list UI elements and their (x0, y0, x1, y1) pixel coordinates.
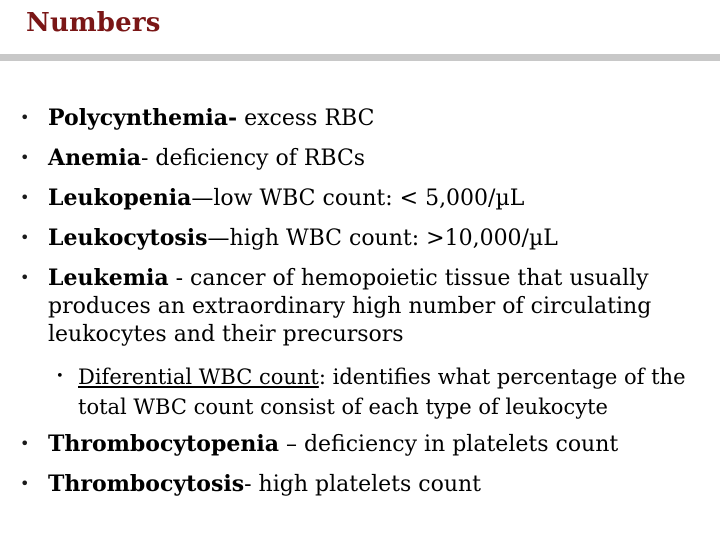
bullet-text (48, 224, 708, 253)
bullet-icon: • (20, 108, 30, 127)
slide-title: Numbers (26, 8, 161, 38)
sub-bullet-text (78, 362, 703, 422)
bullet-icon: • (20, 268, 30, 287)
bullet-text (48, 430, 708, 459)
title-divider (0, 54, 720, 61)
bullet-term: Anemia (48, 145, 141, 171)
bullet-text (48, 144, 708, 173)
bullet-term: Thrombocytopenia (48, 431, 279, 457)
bullet-text (48, 184, 708, 213)
bullet-description: —high WBC count: >10,000/µL (207, 226, 558, 251)
bullet-term: Polycynthemia- (48, 105, 238, 131)
bullet-term: Leukocytosis (48, 225, 208, 251)
bullet-icon: • (20, 148, 30, 167)
bullet-text (48, 470, 708, 499)
bullet-description: – deficiency in platelets count (278, 432, 619, 457)
bullet-description: - deficiency of RBCs (140, 146, 366, 171)
bullet-term: Thrombocytosis (48, 471, 245, 497)
bullet-icon: • (20, 434, 30, 453)
bullet-text (48, 104, 708, 133)
bullet-icon: • (20, 474, 30, 493)
bullet-description: excess RBC (237, 106, 375, 131)
sub-bullet-term: Diferential WBC count (78, 365, 319, 389)
bullet-description: - cancer of hemopoietic tissue that usually produces an extraordinary high number of circulating leukocytes and their precursors (48, 266, 652, 347)
bullet-term: Leukopenia (48, 185, 192, 211)
bullet-description: - high platelets count (244, 472, 482, 497)
sub-bullet-icon: • (56, 369, 64, 384)
bullet-text (48, 264, 708, 349)
sub-bullet-description: : identifies what percentage of the total WBC count consist of each type of leukocyte (78, 365, 686, 419)
bullet-description: —low WBC count: < 5,000/µL (191, 186, 525, 211)
bullet-icon: • (20, 188, 30, 207)
bullet-icon: • (20, 228, 30, 247)
bullet-term: Leukemia (48, 265, 169, 291)
